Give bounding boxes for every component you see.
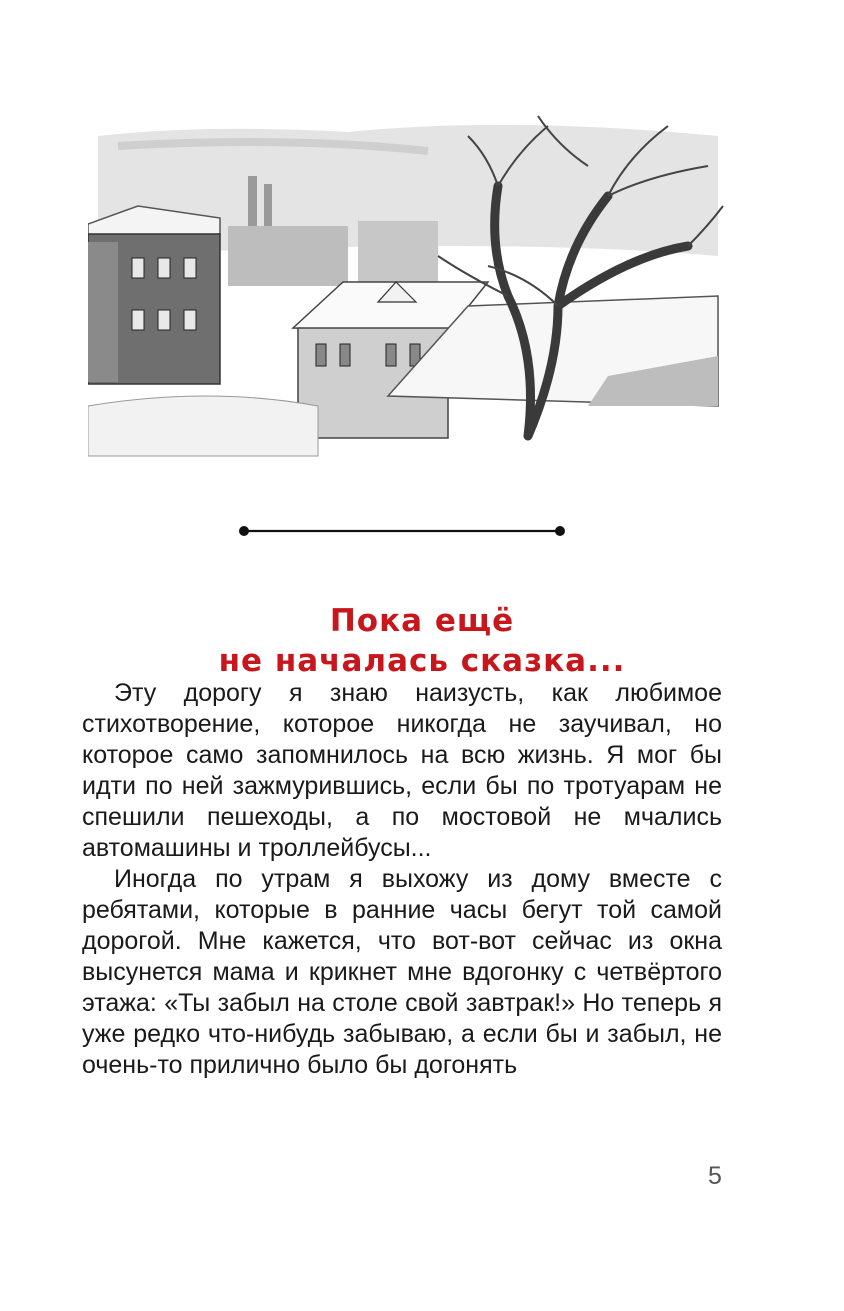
winter-city-illustration	[88, 106, 728, 466]
snowy-ground	[88, 396, 318, 456]
ornament-divider	[238, 522, 566, 540]
chapter-text	[82, 678, 722, 1081]
chapter-title	[0, 601, 844, 681]
chapter-title-line-2: не началась сказка...	[218, 642, 626, 679]
divider-dot-right	[555, 526, 565, 536]
distant-building	[228, 226, 348, 286]
left-building-side	[88, 242, 118, 382]
page-number: 5	[708, 1162, 722, 1190]
paragraph: Иногда по утрам я выхожу из дому вместе с ребятами, которые в ранние часы бегут той самой дорогой. Мне кажется, что вот-вот сейчас из окна высунется мама и крикнет мне вдогонку с четвёртого этажа: «Ты забыл на столе свой завтрак!» Но теперь я уже редко что-нибудь забываю, а если бы и забыл, не очень-то прилично было бы догонять	[82, 865, 722, 1079]
paragraph: Эту дорогу я знаю наизусть, как любимое стихотворение, которое никогда не заучивал, но которое само запомнилось на всю жизнь. Я мог бы идти по ней зажмурившись, если бы по тротуарам не спешили пешеходы, а по мостовой не мчались автомашины и троллейбусы...	[82, 679, 722, 862]
distant-building	[358, 221, 438, 291]
chapter-title-line-1: Пока ещё	[329, 602, 515, 639]
